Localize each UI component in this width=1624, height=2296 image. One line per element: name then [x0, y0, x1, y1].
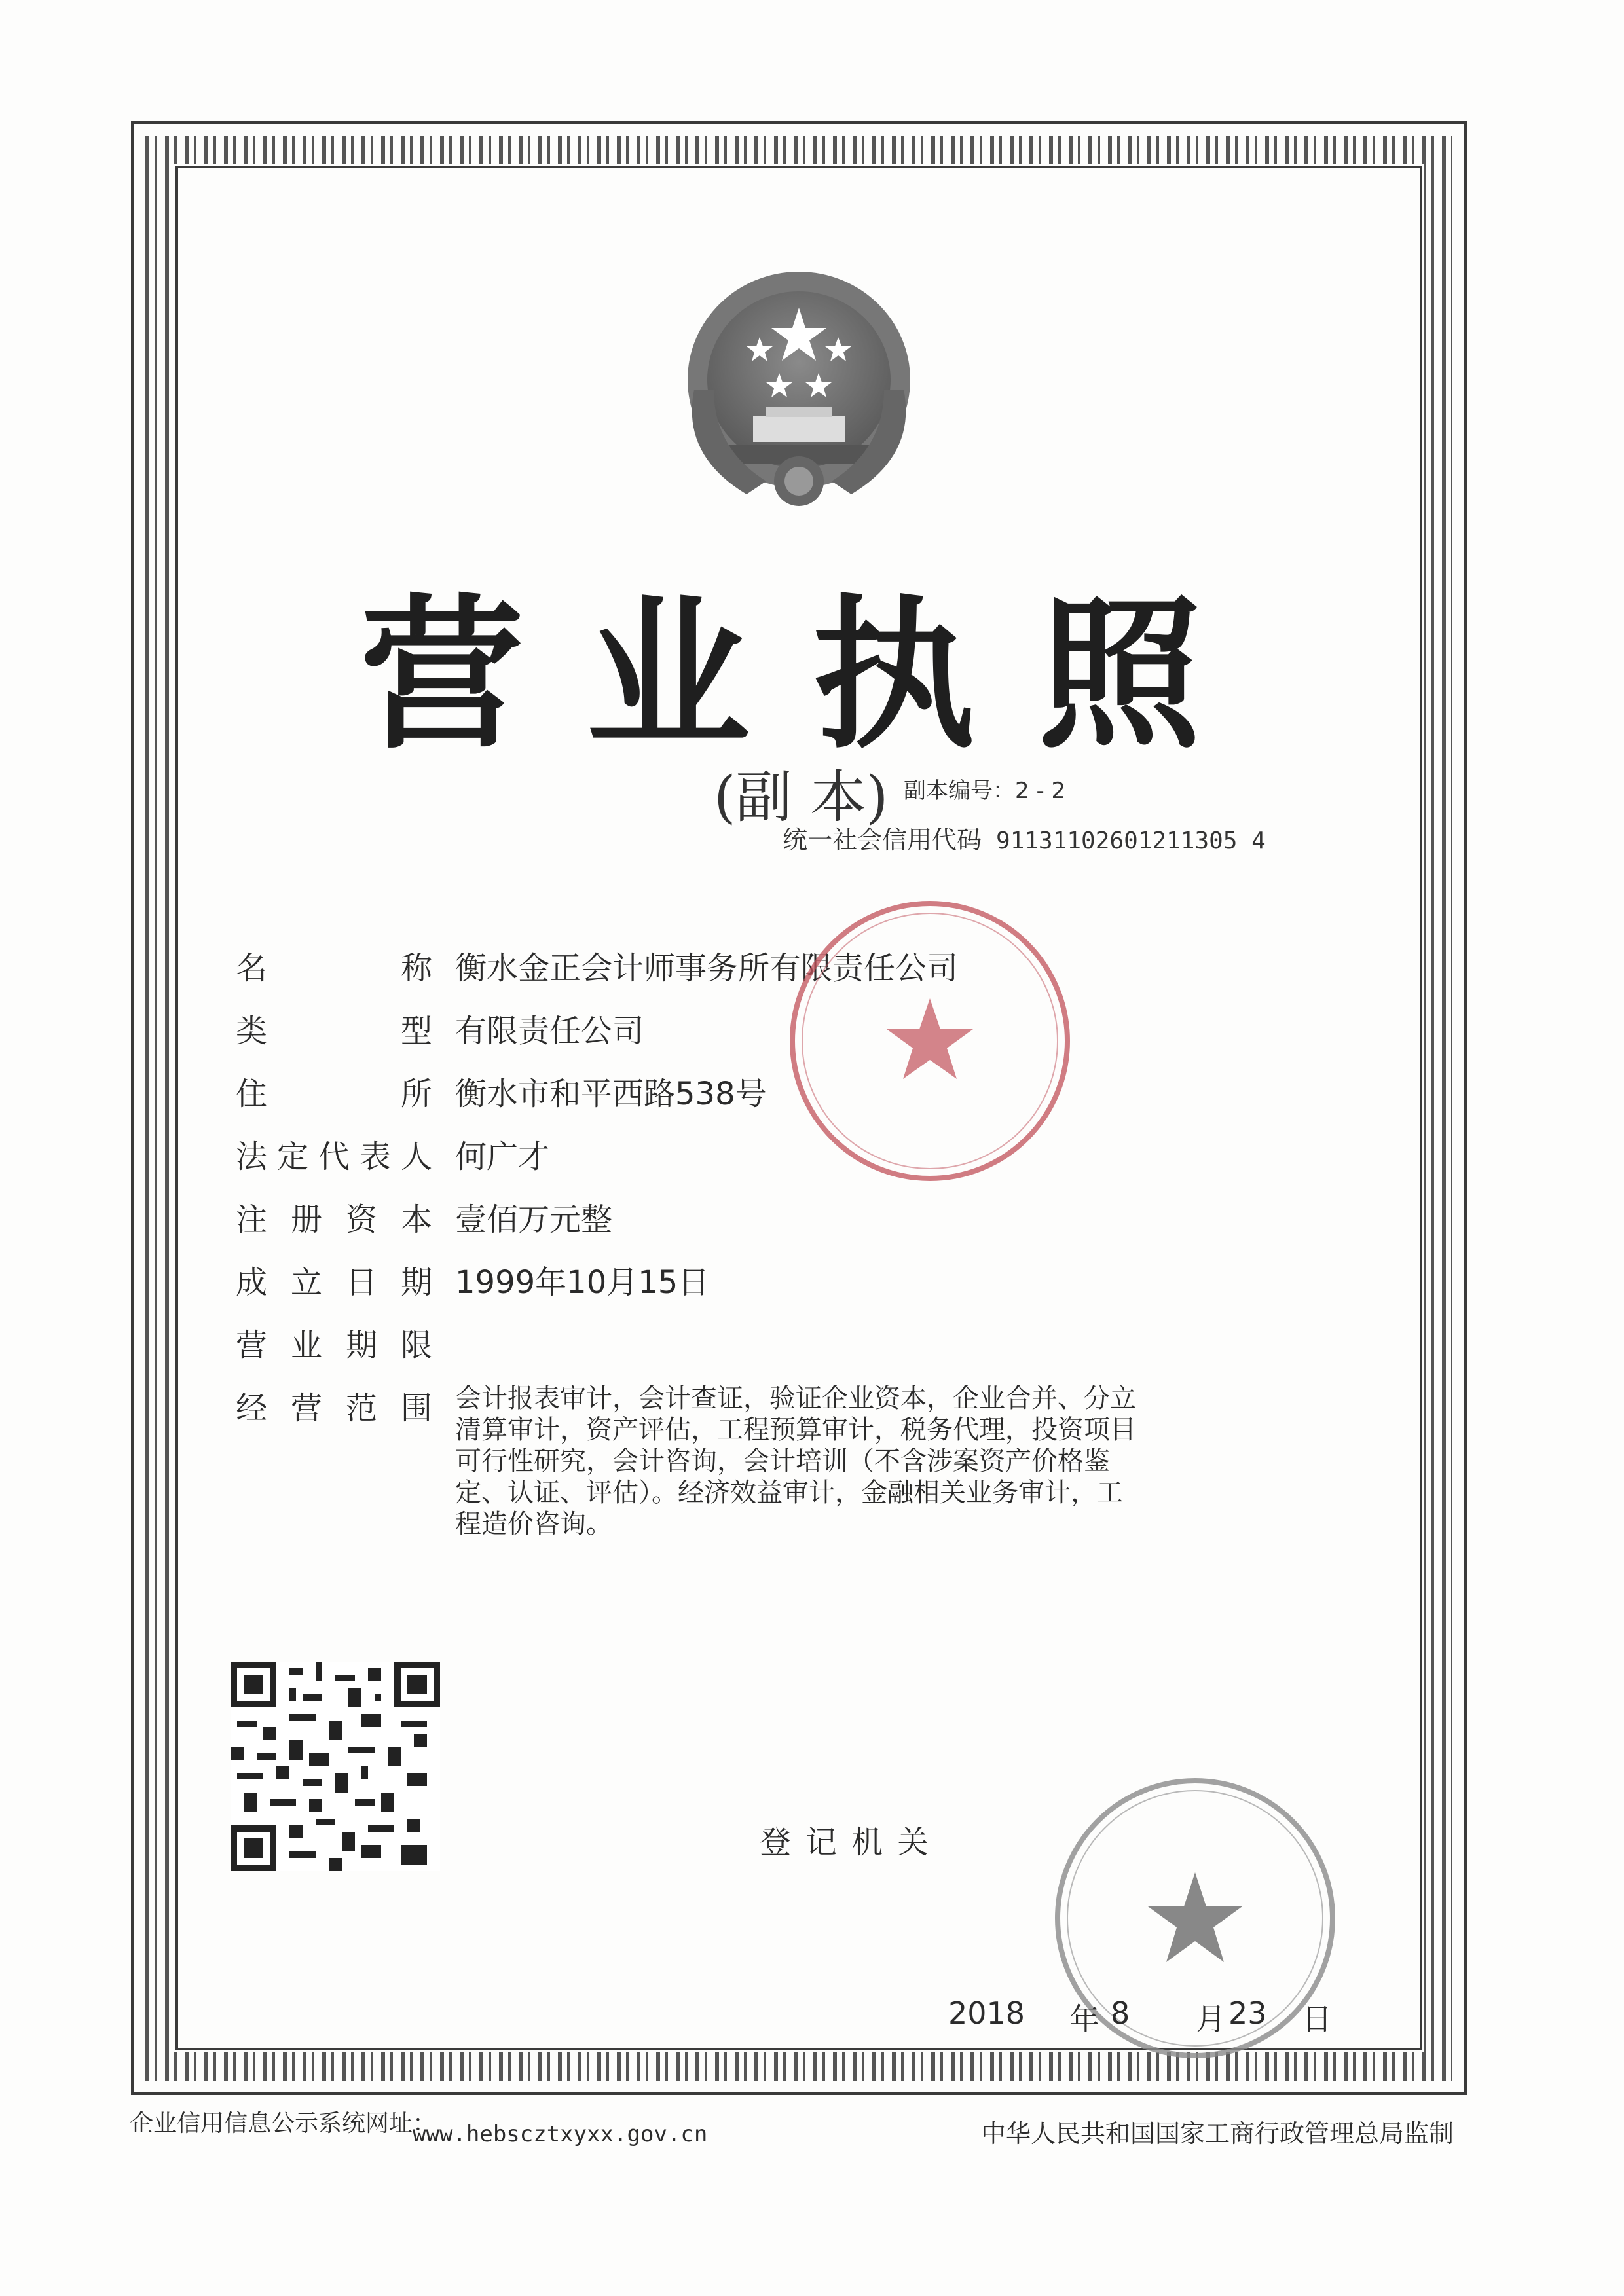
field-value: 何广才 — [455, 1139, 550, 1175]
scope-line: 定、认证、评估）。经济效益审计，金融相关业务审计，工 — [455, 1478, 1123, 1508]
field-value: 衡水金正会计师事务所有限责任公司 — [455, 950, 959, 987]
credit-code-label: 统一社会信用代码 — [783, 826, 982, 854]
field-label: 经营范围 — [236, 1390, 432, 1427]
credit-code-value: 91131102601211305 4 — [996, 828, 1266, 854]
date-day: 23 — [1228, 1995, 1267, 2031]
scope-line: 程造价咨询。 — [455, 1509, 612, 1539]
field-label: 住所 — [236, 1076, 432, 1112]
field-row-established — [236, 1257, 1323, 1302]
field-value: 有限责任公司 — [455, 1013, 644, 1049]
field-row-scope — [236, 1383, 1323, 1539]
copy-label: (副 本) — [714, 765, 889, 830]
credit-code — [783, 820, 1266, 856]
date-year: 2018 — [948, 1995, 1025, 2031]
scope-line: 可行性研究，会计咨询，会计培训（不含涉案资产价格鉴 — [455, 1446, 1110, 1476]
footer-url: www.hebscztxyxx.gov.cn — [413, 2121, 708, 2147]
field-label: 成立日期 — [236, 1264, 432, 1301]
field-row-capital — [236, 1194, 1323, 1239]
qr-code-icon — [231, 1662, 440, 1871]
date-day-unit: 日 — [1302, 2001, 1332, 2037]
field-value: 1999年10月15日 — [455, 1264, 710, 1301]
field-label: 名称 — [236, 950, 432, 987]
field-label: 营业期限 — [236, 1327, 432, 1364]
document-title: 营业执照 — [360, 578, 1264, 771]
copy-number: 副本编号：2 - 2 — [904, 778, 1066, 804]
scope-line: 清算审计，资产评估，工程预算审计，税务代理，投资项目 — [455, 1415, 1136, 1445]
business-scope — [455, 1383, 1306, 1540]
footer-supervision: 中华人民共和国国家工商行政管理总局监制 — [981, 2119, 1454, 2148]
field-label: 类型 — [236, 1013, 432, 1049]
field-value: 衡水市和平西路538号 — [455, 1076, 767, 1112]
field-value: 壹佰万元整 — [455, 1201, 613, 1238]
scope-line: 会计报表审计，会计查证，验证企业资本，企业合并、分立 — [455, 1383, 1136, 1413]
company-seal-icon — [779, 890, 1080, 1192]
field-row-term — [236, 1320, 1323, 1365]
date-month-unit: 月 — [1196, 2001, 1226, 2037]
footer-site-label: 企业信用信息公示系统网址： — [130, 2110, 437, 2137]
field-label: 注册资本 — [236, 1201, 432, 1238]
date-month: 8 — [1111, 1995, 1130, 2031]
registration-authority: 登记机关 — [760, 1824, 944, 1861]
field-label: 法定代表人 — [236, 1139, 432, 1175]
date-year-unit: 年 — [1069, 2001, 1099, 2037]
national-emblem-icon — [655, 259, 943, 527]
